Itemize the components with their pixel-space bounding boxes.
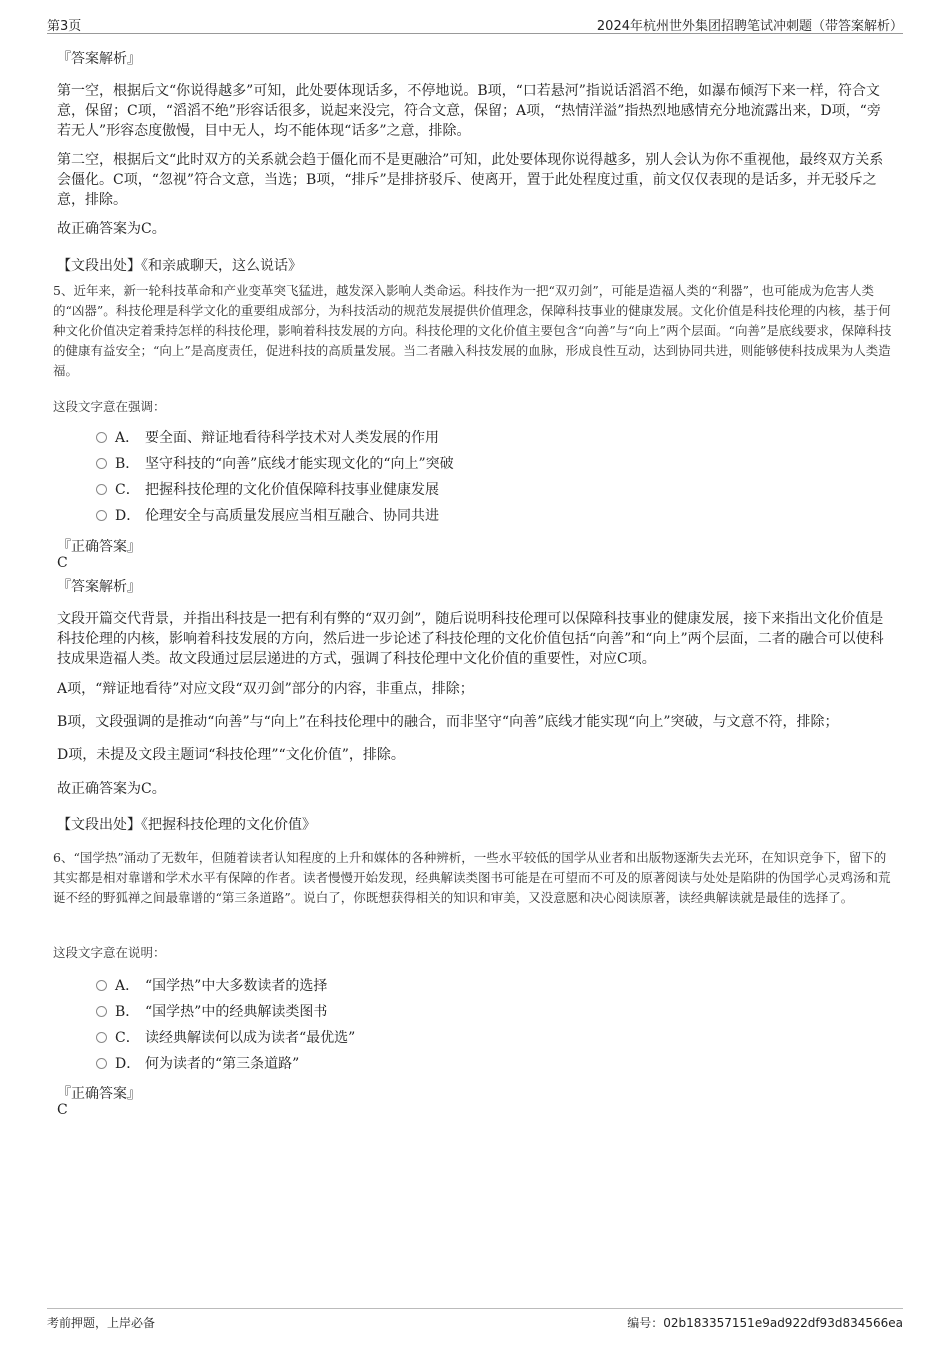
radio-icon[interactable] <box>96 1058 107 1069</box>
document-title: 2024年杭州世外集团招聘笔试冲刺题（带答案解析） <box>596 19 903 34</box>
radio-icon[interactable] <box>96 1006 107 1017</box>
page-footer <box>47 1308 903 1329</box>
q5-option-d[interactable]: D． 伦理安全与高质量发展应当相互融合、协同共进 <box>96 506 439 526</box>
document-id: 编号：02b183357151e9ad922df93d834566ea <box>627 1316 903 1330</box>
q5-analysis-para-2: A项，“辩证地看待”对应文段“双刃剑”部分的内容，非重点，排除； <box>57 681 474 697</box>
q4-analysis-para-2: 第二空，根据后文“此时双方的关系就会趋于僵化而不是更融洽”可知，此处要体现你说得越多，别人会认为你不重视他，最终双方关系会僵化。C项，“忽视”符合文意，当选；B项，“排斥”是排挤驳斥、使离开，置于此处程度过重，前文仅仅表现的是话多，并无驳斥之意，排除。 <box>57 152 884 208</box>
q5-analysis-conclusion: 故正确答案为C。 <box>57 781 166 797</box>
footer-slogan: 考前押题，上岸必备 <box>47 1316 156 1330</box>
radio-icon[interactable] <box>96 458 107 469</box>
radio-icon[interactable] <box>96 1032 107 1043</box>
q6-option-d[interactable]: D． 何为读者的“第三条道路” <box>96 1054 299 1074</box>
radio-icon[interactable] <box>96 510 107 521</box>
q5-source: 【文段出处】《把握科技伦理的文化价值》 <box>57 817 316 833</box>
q4-analysis-conclusion: 故正确答案为C。 <box>57 221 166 237</box>
q4-analysis-label: 『答案解析』 <box>57 51 141 67</box>
q6-prompt: 这段文字意在说明： <box>53 945 166 960</box>
q5-option-b[interactable]: B． 坚守科技的“向善”底线才能实现文化的“向上”突破 <box>96 454 454 474</box>
q6-option-c[interactable]: C． 读经典解读何以成为读者“最优选” <box>96 1028 355 1048</box>
q5-text: 5、近年来，新一轮科技革命和产业变革突飞猛进，越发深入影响人类命运。科技作为一把“双刃剑”，可能是造福人类的“利器”，也可能成为危害人类的“凶器”。科技伦理是科学文化的重要组成部分，为科技活动的规范发展提供价值理念，保障科技事业的健康发展。文化价值是科技伦理的内核，基于何种文化价值决定着秉持怎样的科技伦理，影响着科技发展的方向。科技伦理的文化价值主要包含“向善”与“向上”两个层面。“向善”是底线要求，保障科技的健康有益安全；“向上”是高度责任，促进科技的高质量发展。当二者融入科技发展的血脉，形成良性互动，达到协同共进，则能够使科技成果为人类造福。 <box>53 283 892 378</box>
q5-prompt: 这段文字意在强调： <box>53 399 166 414</box>
q4-source: 【文段出处】《和亲戚聊天，这么说话》 <box>57 258 302 274</box>
q6-correct-label: 『正确答案』 <box>57 1086 141 1102</box>
q4-analysis-para-1: 第一空，根据后文“你说得越多”可知，此处要体现话多，不停地说。B项，“口若悬河”指说话滔滔不绝，如瀑布倾泻下来一样，符合文意，保留；C项，“滔滔不绝”形容话很多，说起来没完，符合文意，保留；A项，“热情洋溢”指热烈地感情充分地流露出来，D项，“旁若无人”形容态度傲慢，目中无人，均不能体现“话多”之意，排除。 <box>57 83 881 139</box>
q5-analysis-para-3: B项，文段强调的是推动“向善”与“向上”在科技伦理中的融合，而非坚守“向善”底线才能实现“向上”突破，与文意不符，排除； <box>57 714 839 730</box>
q6-option-b[interactable]: B． “国学热”中的经典解读类图书 <box>96 1002 327 1022</box>
q6-option-a[interactable]: A． “国学热”中大多数读者的选择 <box>96 976 327 996</box>
q6-answer: C <box>57 1102 68 1118</box>
q5-analysis-para-1: 文段开篇交代背景，并指出科技是一把有利有弊的“双刃剑”，随后说明科技伦理可以保障科技事业的健康发展，接下来指出文化价值是科技伦理的内核，影响着科技发展的方向，然后进一步论述了科技伦理的文化价值包括“向善”和“向上”两个层面，二者的融合可以使科技成果造福人类。故文段通过层层递进的方式，强调了科技伦理中文化价值的重要性，对应C项。 <box>57 611 884 667</box>
q5-correct-label: 『正确答案』 <box>57 539 141 555</box>
q5-answer: C <box>57 555 68 571</box>
q5-option-c[interactable]: C． 把握科技伦理的文化价值保障科技事业健康发展 <box>96 480 439 500</box>
q5-analysis-para-4: D项，未提及文段主题词“科技伦理”“文化价值”，排除。 <box>57 747 405 763</box>
q5-analysis-label: 『答案解析』 <box>57 579 141 595</box>
q6-text: 6、“国学热”涌动了无数年，但随着读者认知程度的上升和媒体的各种辨析，一些水平较低的国学从业者和出版物逐渐失去光环，在知识竞争下，留下的其实都是相对靠谱和学术水平有保障的作者。读者慢慢开始发现，经典解读类图书可能是在可望而不可及的原著阅读与处处是陷阱的伪国学心灵鸡汤和荒诞不经的野狐禅之间最靠谱的“第三条道路”。说白了，你既想获得相关的知识和审美，又没意愿和决心阅读原著，读经典解读就是最佳的选择了。 <box>53 850 891 905</box>
radio-icon[interactable] <box>96 980 107 991</box>
radio-icon[interactable] <box>96 432 107 443</box>
page-number: 第3页 <box>47 19 82 34</box>
page-header <box>47 13 903 34</box>
q5-option-a[interactable]: A． 要全面、辩证地看待科学技术对人类发展的作用 <box>96 428 439 448</box>
radio-icon[interactable] <box>96 484 107 495</box>
